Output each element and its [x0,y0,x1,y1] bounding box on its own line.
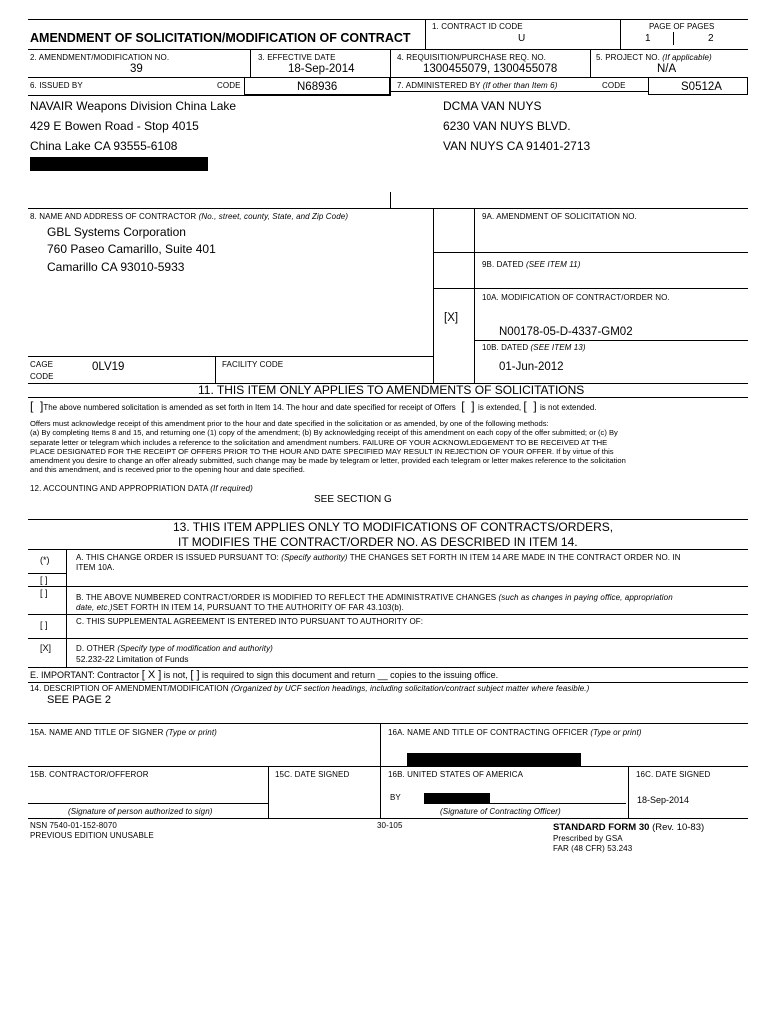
row-b-text-2: date, etc.)SET FORTH IN ITEM 14, PURSUANT TO THE AUTHORITY OF FAR 43.103(b). [76,603,404,612]
divider [390,49,391,96]
project-no: N/A [657,63,677,75]
effective-date: 18-Sep-2014 [288,63,355,75]
signer-name-label: 15A. NAME AND TITLE OF SIGNER (Type or print) [30,728,217,737]
contract-id-code-label: 1. CONTRACT ID CODE [432,22,523,31]
redaction [30,157,208,171]
issuer-line: China Lake CA 93555-6108 [30,139,178,153]
row-d-text-1: D. OTHER (Specify type of modification and authority) [76,644,273,653]
issuer-line: 429 E Bowen Road - Stop 4015 [30,119,199,133]
usa-label: 16B. UNITED STATES OF AMERICA [388,770,524,779]
contractor-label: 8. NAME AND ADDRESS OF CONTRACTOR (No., street, county, State, and Zip Code) [30,212,349,221]
admin-line: VAN NUYS CA 91401-2713 [443,139,591,153]
officer-date: 18-Sep-2014 [637,795,690,805]
cage-label-2: CODE [30,372,54,381]
contractor-date-label: 15C. DATE SIGNED [275,770,350,779]
modification-no-label: 10A. MODIFICATION OF CONTRACT/ORDER NO. [482,293,670,302]
redaction [424,793,490,804]
admin-code: S0512A [681,81,722,93]
row-border [28,818,748,819]
admin-label: 7. ADMINISTERED BY (If other than Item 6) [397,81,558,90]
prescribed-by: Prescribed by GSA [553,834,623,843]
row-d-text-2: 52.232-22 Limitation of Funds [76,654,189,664]
form-number: 30-105 [377,821,403,830]
signature-person-caption: (Signature of person authorized to sign) [68,807,213,816]
divider [380,723,381,818]
divider [433,208,434,384]
item11-header: 11. THIS ITEM ONLY APPLIES TO AMENDMENTS OF SOLICITATIONS [198,383,585,397]
row-c-text: C. THIS SUPPLEMENTAL AGREEMENT IS ENTERED INTO PURSUANT TO AUTHORITY OF: [76,617,424,626]
item13-header-2: IT MODIFIES THE CONTRACT/ORDER NO. AS DESCRIBED IN ITEM 14. [178,535,578,549]
divider [425,19,426,49]
far-ref: FAR (48 CFR) 53.243 [553,844,633,853]
dated-10b: 01-Jun-2012 [499,361,564,373]
row-b-mark: [ ] [40,588,48,598]
contract-id-code: U [518,33,526,44]
facility-code-label: FACILITY CODE [222,360,284,369]
dated-10b-label: 10B. DATED (SEE ITEM 13) [482,343,586,352]
divider [474,208,475,384]
amend-no: 39 [130,63,143,75]
req-no-label: 4. REQUISITION/PURCHASE REQ. NO. [397,53,547,62]
contractor-line: GBL Systems Corporation [47,225,186,239]
row-border [28,208,748,209]
item11-line1: [ ]The above numbered solicitation is amended as set forth in Item 14. The hour and date specified for receipt of Offers [ ] is extended, [ ] is not extended. [30,399,597,413]
row-border [28,586,748,587]
effective-date-label: 3. EFFECTIVE DATE [258,53,336,62]
page-of-pages-label: PAGE OF PAGES [649,22,715,31]
project-no-label: 5. PROJECT NO. (If applicable) [596,53,712,62]
page-number: 1 [645,33,651,44]
issued-code-label: CODE [217,81,241,90]
standard-form: STANDARD FORM 30 (Rev. 10-83) [553,822,705,833]
row-border [28,573,67,574]
divider [628,766,629,818]
previous-edition: PREVIOUS EDITION UNUSABLE [30,831,154,840]
cage-code: 0LV19 [92,361,125,373]
row-a-text-1: A. THIS CHANGE ORDER IS ISSUED PURSUANT TO: (Specify authority) THE CHANGES SET FORTH IN ITEM 14 ARE MADE IN THE CONTRACT ORDER NO. IN [76,553,681,562]
divider [215,356,216,384]
description-label: 14. DESCRIPTION OF AMENDMENT/MODIFICATION (Organized by UCF section headings, including solicitation/contract subject matter where feasible.) [30,684,590,693]
by-label: BY [390,793,401,802]
row-border [433,252,748,253]
row-b-text-1: B. THE ABOVE NUMBERED CONTRACT/ORDER IS MODIFIED TO REFLECT THE ADMINISTRATIVE CHANGES (such as changes in paying office, appropriation [76,593,673,602]
page-count: 2 [708,33,714,44]
row-border [433,288,748,289]
mod-check-mark: [X] [444,312,459,324]
issuer-line: NAVAIR Weapons Division China Lake [30,99,237,113]
signature-line [28,803,268,804]
row-border [28,549,748,550]
divider [390,192,391,208]
row-border [28,49,748,50]
cage-label-1: CAGE [30,360,54,369]
divider [250,49,251,77]
amendment-solicitation-label: 9A. AMENDMENT OF SOLICITATION NO. [482,212,637,221]
row-border [28,397,748,398]
important-line: E. IMPORTANT: Contractor [ X ] is not, [ ] is required to sign this document and return __ copies to the issuing office. [30,669,499,681]
row-border [474,340,748,341]
row-border [28,667,748,668]
amend-no-label: 2. AMENDMENT/MODIFICATION NO. [30,53,170,62]
row-border [28,356,434,357]
row-border [28,95,391,96]
officer-date-label: 16C. DATE SIGNED [636,770,711,779]
row-a-mark: (*) [40,555,50,565]
modification-no: N00178-05-D-4337-GM02 [499,326,633,338]
divider [673,32,674,45]
issued-by-label: 6. ISSUED BY [30,81,83,90]
item11-instructions: Offers must acknowledge receipt of this amendment prior to the hour and date specified in the solicitation or as amended, by one of the following methods: (a) By completing Items 8 and 15, and returning one (1) copy of the amendment; (b) By acknowledging receipt of this amendment on each copy of the offer submitted; or (c) By separate letter or telegram which includes a reference to the solicitation and amendment numbers. FAILURE OF YOUR ACKNOWLEDGEMENT TO BE RECEIVED AT THE PLACE DESIGNATED FOR THE RECEIPT OF OFFERS PRIOR TO THE HOUR AND DATE SPECIFIED MAY RESULT IN REJECTION OF YOUR OFFER. If by virtue of this amendment you desire to change an offer already submitted, such change may be made by telegram or letter, provided each telegram or letter makes reference to the solicitation and this amendment, and is received prior to the opening hour and date specified. [30,419,626,475]
accounting-label: 12. ACCOUNTING AND APPROPRIATION DATA (If required) [30,484,253,493]
item13-header-1: 13. THIS ITEM APPLIES ONLY TO MODIFICATIONS OF CONTRACTS/ORDERS, [173,520,614,534]
officer-name-label: 16A. NAME AND TITLE OF CONTRACTING OFFICER (Type or print) [388,728,642,737]
row-border [28,638,748,639]
issued-code: N68936 [297,81,338,93]
contractor-offeror-label: 15B. CONTRACTOR/OFFEROR [30,770,149,779]
admin-line: DCMA VAN NUYS [443,99,542,113]
top-border [28,19,748,20]
divider [620,19,621,49]
nsn: NSN 7540-01-152-8070 [30,821,117,830]
row-c-mark: [ ] [40,620,48,630]
accounting-value: SEE SECTION G [314,494,392,505]
row-border [28,723,748,724]
row-d-mark: [X] [40,643,52,653]
row-border [28,614,748,615]
divider [590,49,591,77]
row-border [28,682,748,683]
divider [66,549,67,668]
form-title: AMENDMENT OF SOLICITATION/MODIFICATION OF CONTRACT [30,31,411,45]
admin-line: 6230 VAN NUYS BLVD. [443,119,571,133]
contractor-line: 760 Paseo Camarillo, Suite 401 [47,242,216,256]
req-no: 1300455079, 1300455078 [423,63,558,75]
row-border [390,91,648,92]
divider [268,766,269,818]
row-border [28,766,748,767]
row-blank-mark: [ ] [40,575,48,585]
row-a-text-2: ITEM 10A. [76,563,115,572]
signature-officer-caption: (Signature of Contracting Officer) [440,807,561,816]
contractor-line: Camarillo CA 93010-5933 [47,260,185,274]
description-value: SEE PAGE 2 [47,694,111,706]
dated-9b-label: 9B. DATED (SEE ITEM 11) [482,260,581,269]
redaction [407,753,581,767]
admin-code-label: CODE [602,81,626,90]
